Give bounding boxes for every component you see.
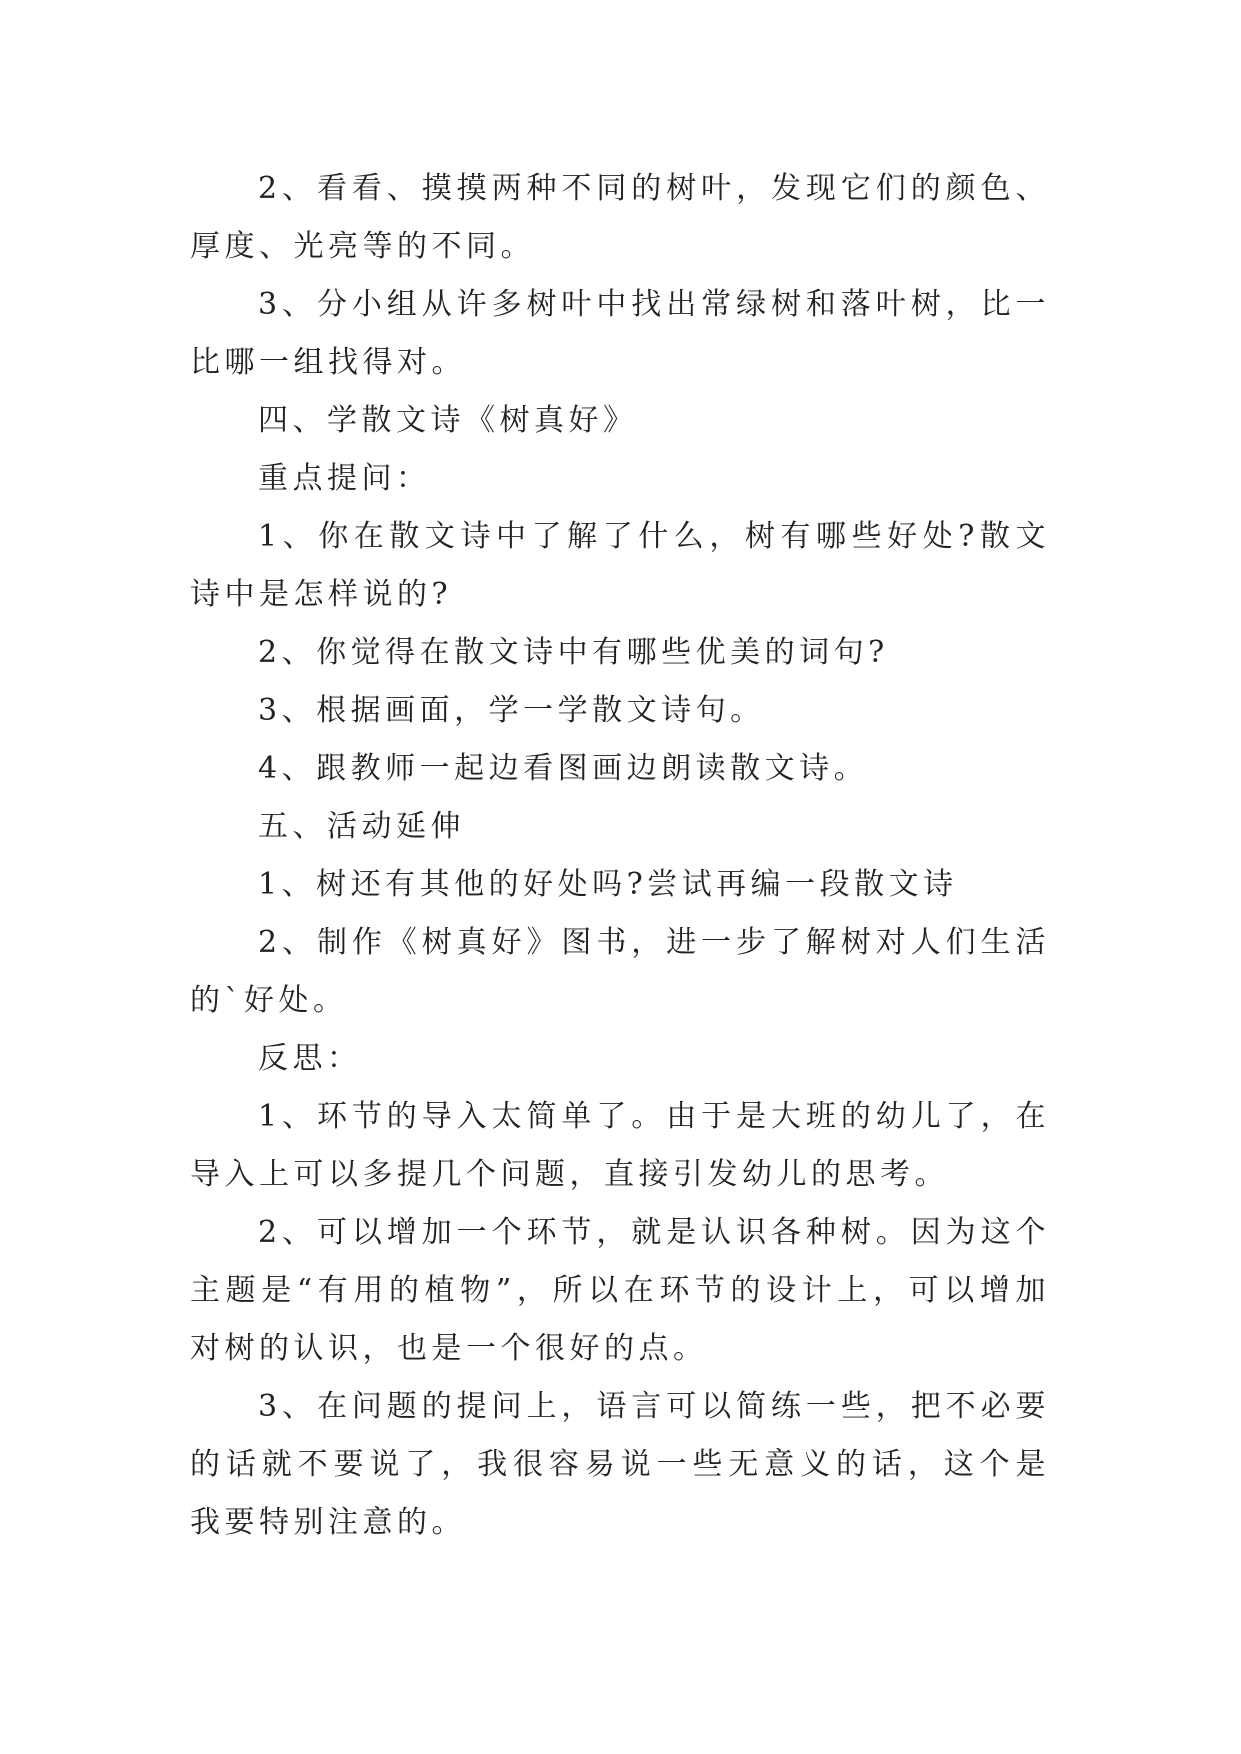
question-4: 4、跟教师一起边看图画边朗读散文诗。 [258,751,869,786]
question-1: 1、你在散文诗中了解了什么，树有哪些好处?散文诗中是怎样说的? [190,519,1050,612]
reflection-item-3: 3、在问题的提问上，语言可以简练一些，把不必要的话就不要说了，我很容易说一些无意义的话，这个是我要特别注意的。 [190,1389,1050,1540]
extension-item-2: 2、制作《树真好》图书，进一步了解树对人们生活的`好处。 [190,925,1050,1018]
reflection-item-1: 1、环节的导入太简单了。由于是大班的幼儿了，在导入上可以多提几个问题，直接引发幼儿的思考。 [190,1099,1050,1192]
paragraph-group-sorting: 3、分小组从许多树叶中找出常绿树和落叶树，比一比哪一组找得对。 [190,287,1050,380]
reflection-item-2: 2、可以增加一个环节，就是认识各种树。因为这个主题是“有用的植物”，所以在环节的设计上，可以增加对树的认识，也是一个很好的点。 [190,1215,1050,1366]
subheading-reflection: 反思： [258,1041,362,1076]
document-page [190,160,1050,1552]
question-3: 3、根据画面，学一学散文诗句。 [258,693,765,728]
paragraph-leaf-observation: 2、看看、摸摸两种不同的树叶，发现它们的颜色、厚度、光亮等的不同。 [190,171,1050,264]
subheading-key-questions: 重点提问： [258,461,431,496]
extension-item-1: 1、树还有其他的好处吗?尝试再编一段散文诗 [258,867,958,902]
question-2: 2、你觉得在散文诗中有哪些优美的词句? [258,635,889,670]
section-heading-poem: 四、学散文诗《树真好》 [258,403,638,438]
section-heading-extension: 五、活动延伸 [258,809,465,844]
